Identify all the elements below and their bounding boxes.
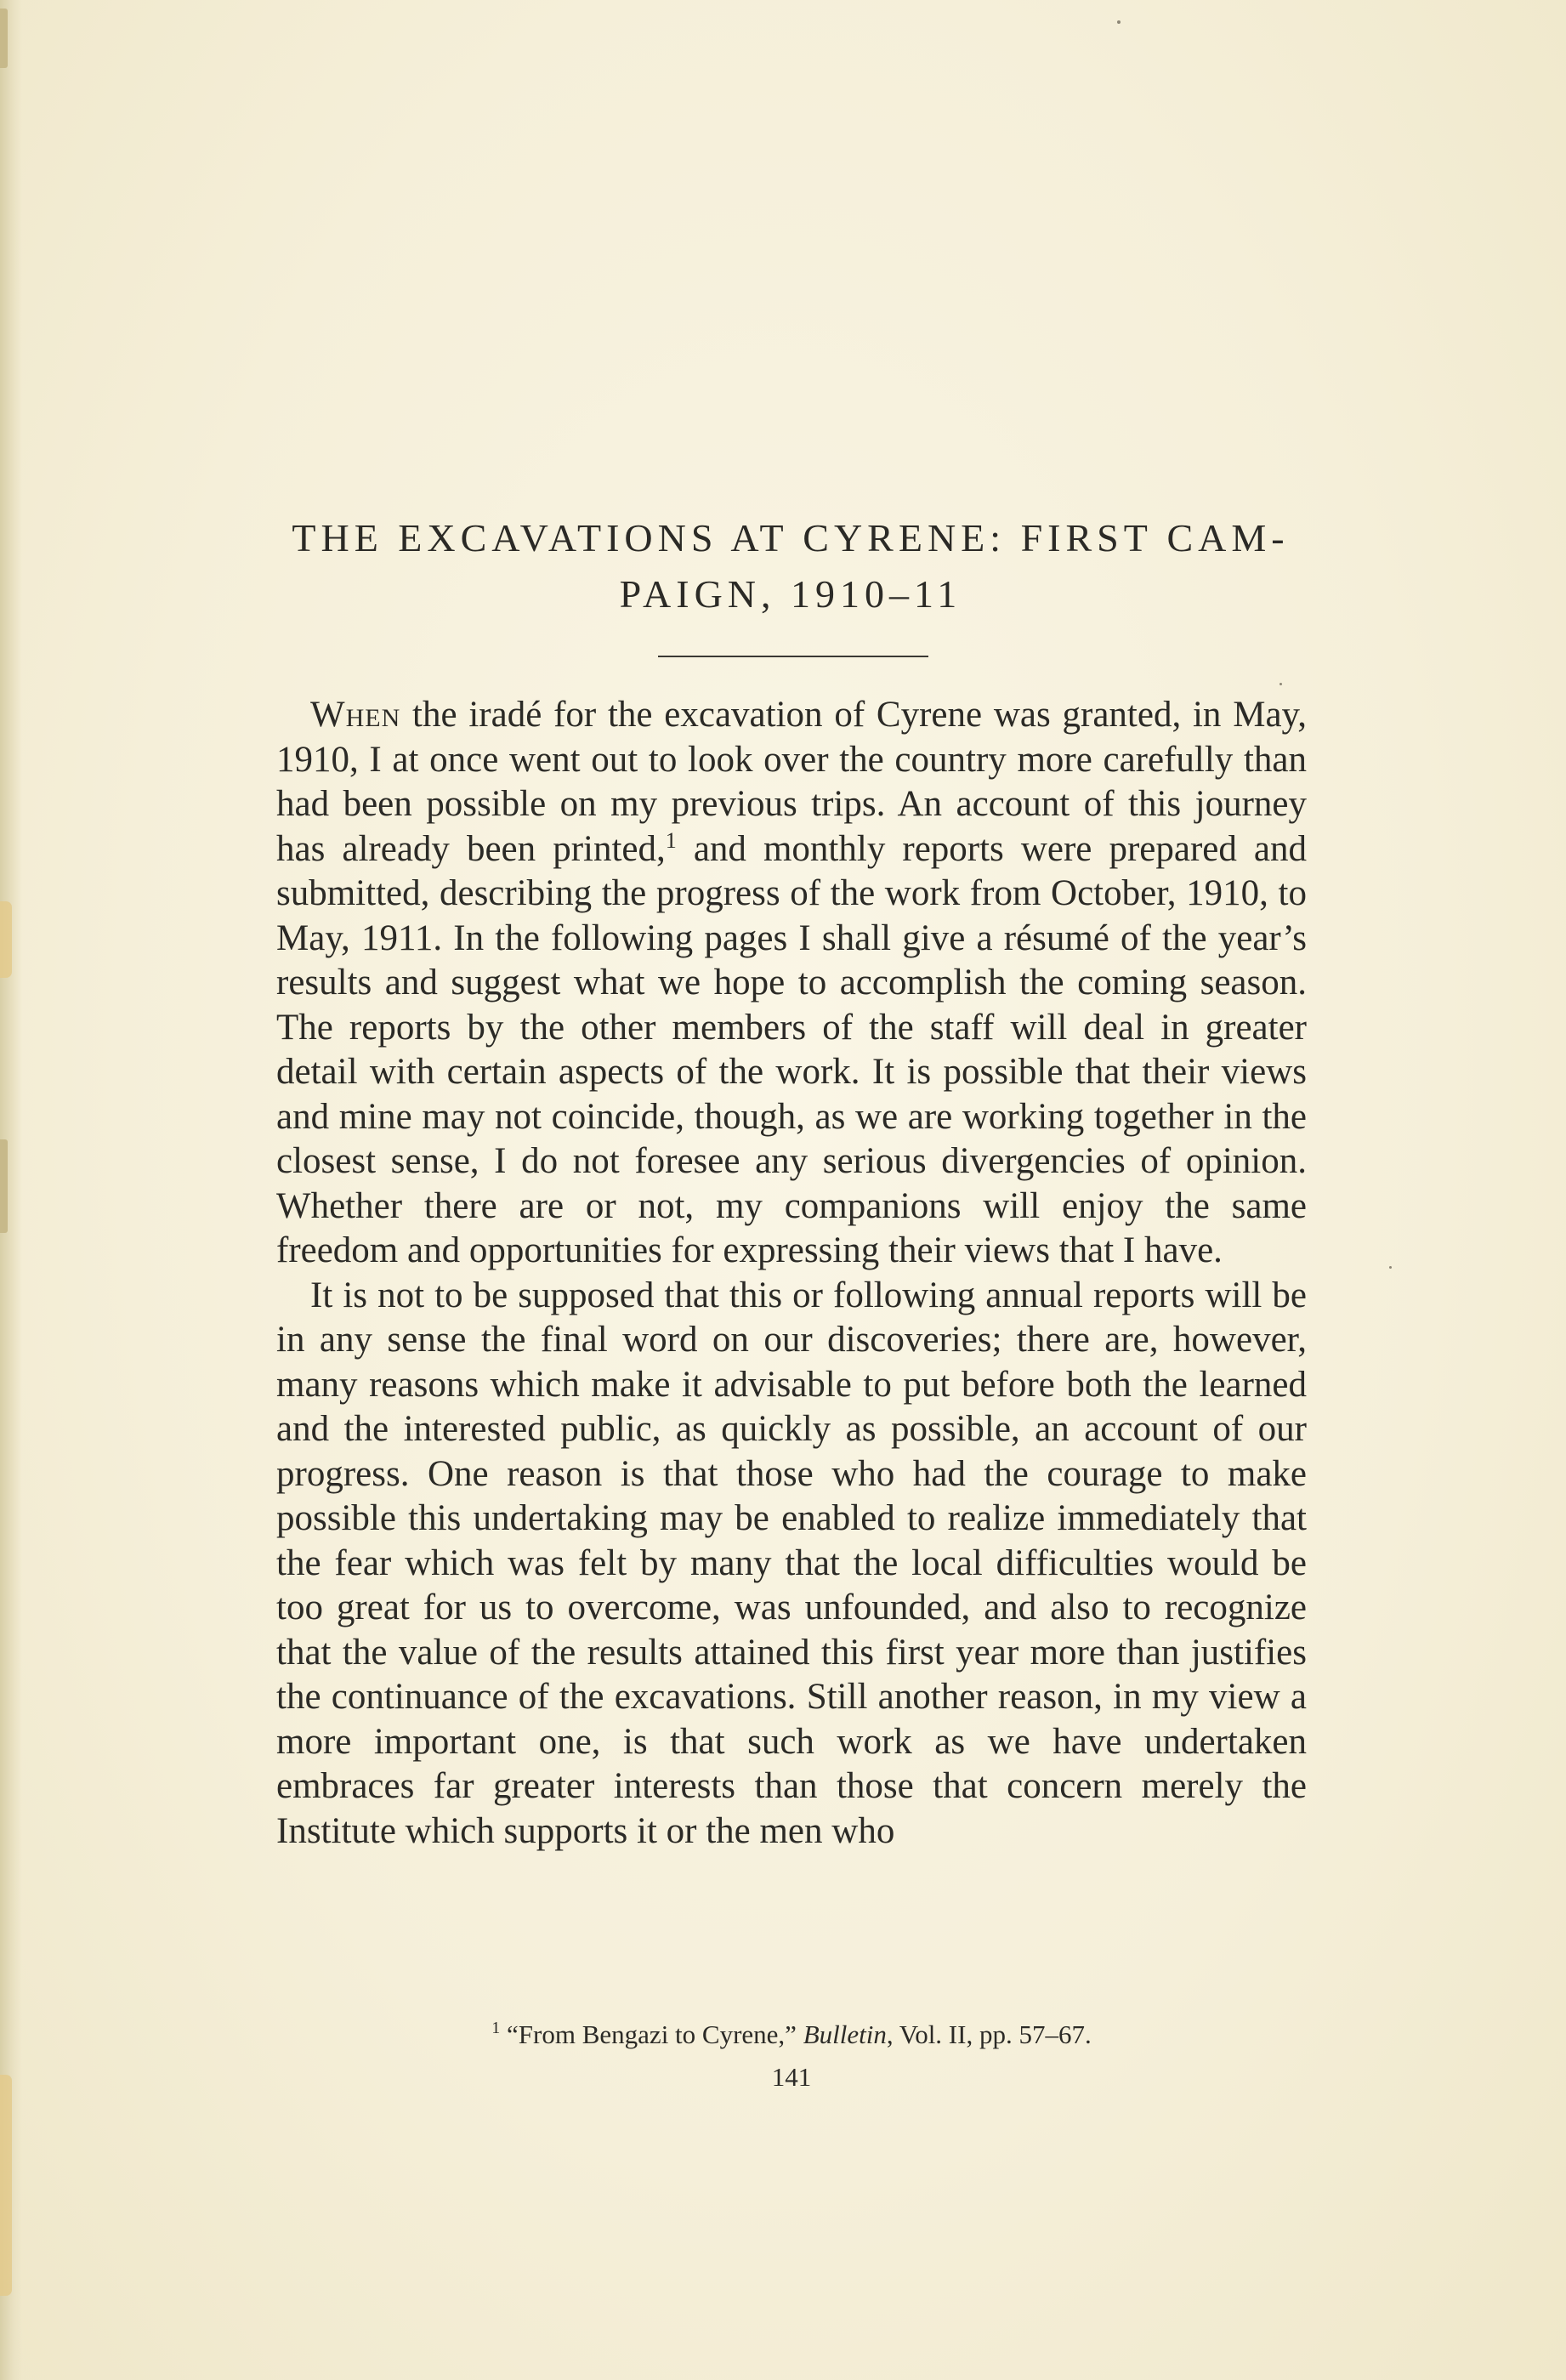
title-line-1: THE EXCAVATIONS AT CYRENE: FIRST CAM-	[292, 516, 1290, 559]
footnote-italic: Bulletin	[803, 2019, 887, 2049]
footnote-marker: 1	[491, 2019, 501, 2037]
paragraph-2-text: It is not to be supposed that this or following annual reports will be in any sense the final word on our discoveries; there are, however, many reasons which make it advisable to put before both the learned and the interested public, as quickly as possible, an account of our progress. One reason is that those who had the courage to make possible this undertaking may be enabled to realize immediately that the fear which was felt by many that the local difficulties would be too great for us to overcome, was unfounded, and also to recognize that the value of the results attained this first year more than justifies the continuance of the excavations. Still another reason, in my view a more important one, is that such work as we have undertaken embraces far greater interests than those that concern merely the Institute which supports it or the men who	[276, 1275, 1307, 1851]
edge-notch	[0, 9, 8, 68]
edge-stain	[0, 2075, 12, 2296]
edge-stain	[0, 901, 12, 978]
paragraph-1-text-a: the iradé for the excavation of Cyrene was granted, in May, 1910, I at once went out to look over the country more carefully than had been possible on my previous trips. An account of this journey has already been printed,	[276, 695, 1307, 869]
footnote-text-a: “From Bengazi to Cyrene,”	[500, 2019, 803, 2049]
page-edge-left	[0, 0, 22, 2380]
footnote-text-b: , Vol. II, pp. 57–67.	[886, 2019, 1092, 2049]
edge-notch	[0, 1139, 8, 1233]
paragraph-1-text-b: and monthly reports were prepared and submitted, describing the progress of the work from October, 1910, to May, 1911. In the following pages I shall give a résumé of the year’s results and suggest what we hope to accomplish the coming season. The reports by the other members of the staff will deal in greater detail with certain aspects of the work. It is possible that their views and mine may not coincide, though, as we are working together in the closest sense, I do not foresee any serious divergencies of opinion. Whether there are or not, my companions will enjoy the same freedom and opportunities for expressing their views that I have.	[276, 828, 1308, 1270]
paper-speck	[1117, 20, 1121, 24]
paper-speck	[1389, 1266, 1392, 1269]
footnote	[276, 2019, 1307, 2051]
title-rule	[658, 656, 928, 657]
article-title	[255, 510, 1326, 622]
title-line-2: PAIGN, 1910–11	[619, 572, 962, 616]
footnote-reference: 1	[665, 827, 677, 853]
paragraph-2	[276, 1274, 1307, 1855]
paper-speck	[1279, 683, 1282, 685]
page-number: 141	[771, 2062, 812, 2092]
paragraph-1	[276, 693, 1307, 1274]
article-body	[276, 693, 1307, 1854]
lead-word: When	[310, 695, 401, 735]
